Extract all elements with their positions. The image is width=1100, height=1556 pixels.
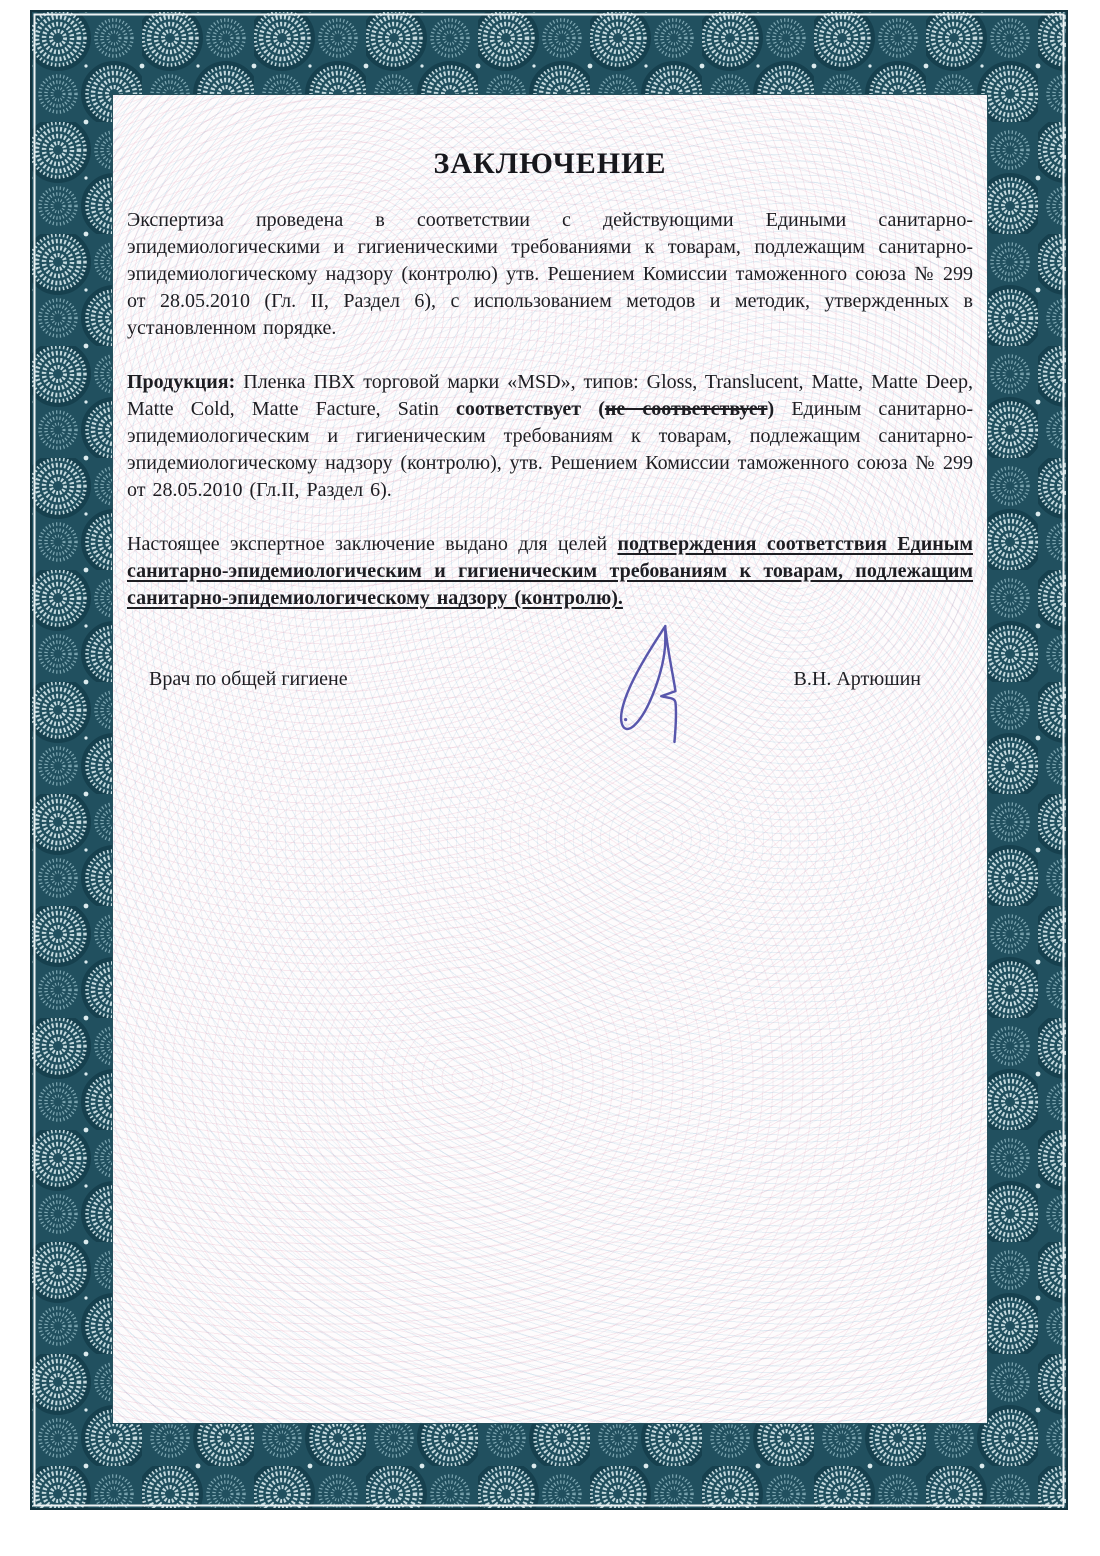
document-title: ЗАКЛЮЧЕНИЕ [433,147,667,180]
signatory-position: Врач по общей гигиене [149,668,348,690]
paren-open: ( [581,398,605,420]
guilloche-border [30,10,1068,1510]
expertise-paragraph: Экспертиза проведена в соответствии с действующими Едиными санитарно-эпидемиологическими и гигиеническими требованиями к товарам, подлежащим санитарно-эпидемиологическому надзору (контролю) утв. Решением Комиссии таможенного союза № 299 от 28.05.2010 (Гл. II, Раздел 6), с использованием методов и методик, утвержденных в установленном порядке. [127,209,973,339]
product-label: Продукция: [127,371,236,393]
product-description: Пленка ПВХ торговой марки «MSD», типов: Gloss, Translucent, Matte, Matte Deep, Matte Cold, Matte Facture, Satin [127,371,973,420]
signature-row [127,668,973,691]
product-paragraph [127,369,973,504]
paren-close: ) [767,398,792,420]
product-requirements: Единым санитарно-эпидемиологическим и гигиеническим требованиям к товарам, подлежащим санитарно-эпидемиологическому надзору (контролю), утв. Решением Комиссии таможенного союза № 299 от 28.05.2010 (Гл.II, Раздел 6). [127,398,974,501]
signatory-name: В.Н. Артюшин [793,668,921,690]
conforms-text: соответствует [455,398,582,420]
handwritten-signature [601,622,693,744]
purpose-emphasized: подтверждения соответствия Единым санитарно-эпидемиологическим и гигиеническим требованиям к товарам, подлежащим санитарно-эпидемиологическому надзору (контролю). [127,533,973,609]
purpose-lead: Настоящее экспертное заключение выдано для целей [127,533,618,555]
certificate-body [112,94,988,1424]
not-conforms-strikethrough: не соответствует [604,398,768,420]
purpose-paragraph [127,531,973,612]
